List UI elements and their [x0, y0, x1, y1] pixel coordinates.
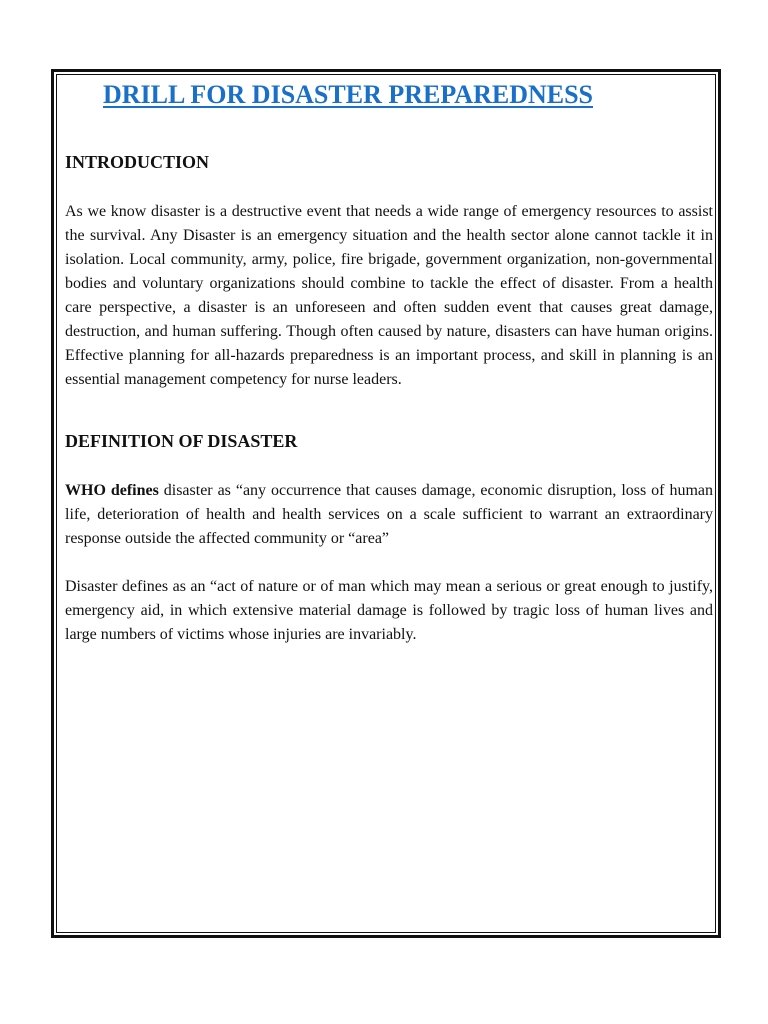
definition-heading: DEFINITION OF DISASTER	[65, 431, 298, 451]
who-definition-paragraph	[65, 479, 713, 551]
introduction-paragraph: As we know disaster is a destructive event that needs a wide range of emergency resources to assist the survival. Any Disaster is an emergency situation and the health sector alone cannot tackle it in isolation. Local community, army, police, fire brigade, government organization, non-governmental bodies and voluntary organizations should combine to tackle the effect of disaster. From a health care perspective, a disaster is an unforeseen and often sudden event that causes great damage, destruction, and human suffering. Though often caused by nature, disasters can have human origins. Effective planning for all-hazards preparedness is an important process, and skill in planning is an essential management competency for nurse leaders.	[65, 203, 713, 388]
who-defines-lead: WHO defines	[65, 482, 159, 499]
disaster-definition-paragraph: Disaster defines as an “act of nature or of man which may mean a serious or great enough to justify, emergency aid, in which extensive material damage is followed by tragic loss of human lives and large numbers of victims whose injuries are invariably.	[65, 578, 713, 643]
page-border	[51, 69, 721, 938]
document-title: DRILL FOR DISASTER PREPAREDNESS	[103, 80, 594, 109]
introduction-heading: INTRODUCTION	[65, 152, 210, 172]
who-definition-text: disaster as “any occurrence that causes damage, economic disruption, loss of human life, deterioration of health and health services on a scale sufficient to warrant an extraordinary response outside the affected community or “area”	[65, 482, 713, 547]
